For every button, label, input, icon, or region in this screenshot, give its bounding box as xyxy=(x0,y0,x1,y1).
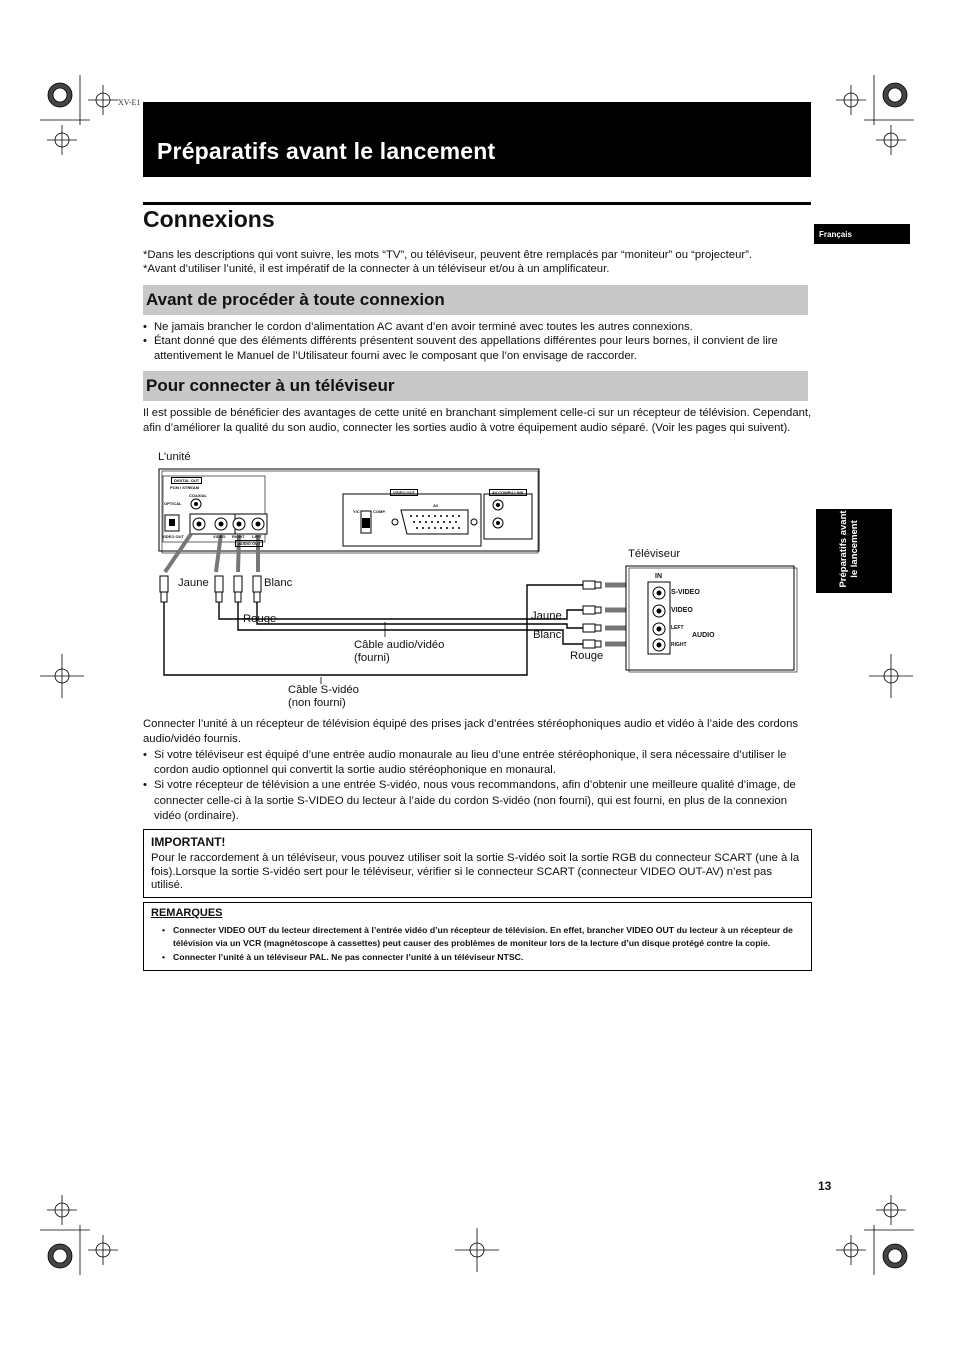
subheading-text: Avant de procéder à toute connexion xyxy=(146,290,445,309)
language-label: Français xyxy=(819,230,852,239)
bullet-item: • Ne jamais brancher le cordon d’alimentation AC avant d’en avoir terminé avec toutes les autres connexions. xyxy=(154,320,812,335)
side-chapter-label: Préparatifs avant le lancement xyxy=(838,510,860,588)
panel-digital-out-label: DIGITAL OUT xyxy=(171,477,202,484)
panel-audio-out-label: AUDIO OUT xyxy=(235,540,263,547)
section-title: Connexions xyxy=(143,206,275,232)
language-tab xyxy=(814,224,910,244)
remarks-box xyxy=(143,902,812,971)
tv-left-label: LEFT xyxy=(671,625,684,631)
side-chapter-tab xyxy=(816,509,892,593)
important-box xyxy=(143,829,812,898)
label-red-left: Rouge xyxy=(243,613,277,625)
important-title: IMPORTANT! xyxy=(151,835,226,849)
label-white-right: Blanc xyxy=(533,629,562,641)
bullet-item: • Étant donné que des éléments différents présentent souvent des appellations différentes pour leurs bornes, il convient de lire attentivement le Manuel de l’Utilisateur fourni avec le composant que l’on envisage de raccorder. xyxy=(154,334,812,363)
document-code: XV-E1 xyxy=(118,98,141,107)
tv-video-label: VIDEO xyxy=(671,607,693,614)
label-svideo-cable: Câble S-vidéo (non fourni) xyxy=(288,684,359,709)
label-red-right: Rouge xyxy=(570,650,604,662)
unit-label: L’unité xyxy=(158,451,191,463)
subheading-text: Pour connecter à un téléviseur xyxy=(146,376,395,395)
bullet-item: • Si votre récepteur de télévision a une entrée S-vidéo, nous vous recommandons, afin d’obtenir une meilleure qualité d’image, de connecter celle-ci à la sortie S-VIDEO du lecteur à l’aide du cordon S-vidéo (non fourni), qui est fourni, en plus de la connexion vidéo (ordinaire). xyxy=(154,778,812,825)
intro-note-1: *Dans les descriptions qui vont suivre, les mots “TV”, ou téléviseur, peuvent être remplacés par “moniteur” ou “projecteur”. xyxy=(143,249,753,261)
subheading-before-connecting xyxy=(143,285,808,315)
chapter-header-bar xyxy=(143,102,811,177)
tv-in-label: IN xyxy=(655,573,662,580)
panel-optical-label: OPTICAL xyxy=(164,501,182,506)
panel-video-label: VIDEO xyxy=(213,534,226,539)
label-yellow-left: Jaune xyxy=(178,577,209,589)
panel-yc-label: Y/C xyxy=(353,509,360,514)
section-rule xyxy=(143,202,811,205)
panel-pcm-label: PCM / STREAM xyxy=(170,485,200,490)
important-text: Pour le raccordement à un téléviseur, vous pouvez utiliser soit la sortie S-vidéo soit la sortie RGB du connecteur SCART (une à la fois).Lorsque la sortie S-vidéo sert pour le téléviseur, vérifier si le connecteur SCART (connecteur VIDEO OUT-AV) n’est pas utilisé. xyxy=(151,852,800,891)
bullet-item: • Si votre téléviseur est équipé d’une entrée audio monaurale au lieu d’une entrée stéréophonique, il sera nécessaire d’utiliser le cordon audio optionnel qui convertit la sortie audio stéréophonique en monaural. xyxy=(154,748,812,777)
tv-right-label: RIGHT xyxy=(671,642,687,648)
after-diagram-paragraph: Connecter l’unité à un récepteur de télévision équipé des prises jack d’entrées stéréophoniques audio et vidéo à l’aide des cordons audio/vidéo fournis. xyxy=(143,718,799,745)
panel-av-label: AV xyxy=(433,503,439,508)
panel-av-compu-link-label: AV COMPU LINK xyxy=(489,489,527,496)
tv-label: Téléviseur xyxy=(628,548,681,560)
panel-right-label: RIGHT xyxy=(232,534,245,539)
connection-diagram xyxy=(143,448,813,718)
tv-audio-label: AUDIO xyxy=(692,632,715,639)
diagram-drawing xyxy=(143,448,813,718)
label-white-left: Blanc xyxy=(264,577,293,589)
label-yellow-right: Jaune xyxy=(531,610,562,622)
panel-video-out-label: VIDEO OUT xyxy=(162,534,185,539)
page-number: 13 xyxy=(818,1179,832,1193)
panel-coaxial-label: COAXIAL xyxy=(189,493,207,498)
label-av-cable: Câble audio/vidéo (fourni) xyxy=(354,639,445,664)
remark-item: • Connecter VIDEO OUT du lecteur directement à l’entrée vidéo d’un récepteur de télévision. En effet, brancher VIDEO OUT du lecteur à un récepteur de télévision via un VCR (magnétoscope à cassettes) peut causer des problèmes de moniteur lors de la lecture d’un disque protégé contre la copie. xyxy=(173,924,803,950)
panel-left-label: LEFT xyxy=(252,534,262,539)
intro-note-2: *Avant d’utiliser l’unité, il est impératif de la connecter à un téléviseur et/ou à un amplificateur. xyxy=(143,263,610,275)
tv-intro-paragraph: Il est possible de bénéficier des avantages de cette unité en branchant simplement celle-ci sur un récepteur de télévision. Cependant, afin d’améliorer la qualité du son audio, connecter les sorties audio à votre équipement audio séparé. (Voir les pages qui suivent). xyxy=(143,407,812,434)
panel-comp-label: COMP. xyxy=(373,509,386,514)
remark-item: • Connecter l’unité à un téléviseur PAL. Ne pas connecter l’unité à un téléviseur NTSC. xyxy=(173,951,803,964)
remarks-title: REMARQUES xyxy=(151,907,223,919)
chapter-title: Préparatifs avant le lancement xyxy=(157,138,496,164)
panel-video-out-center-label: VIDEO OUT xyxy=(390,489,418,496)
tv-svideo-label: S-VIDEO xyxy=(671,589,700,596)
subheading-tv-connection xyxy=(143,371,808,401)
